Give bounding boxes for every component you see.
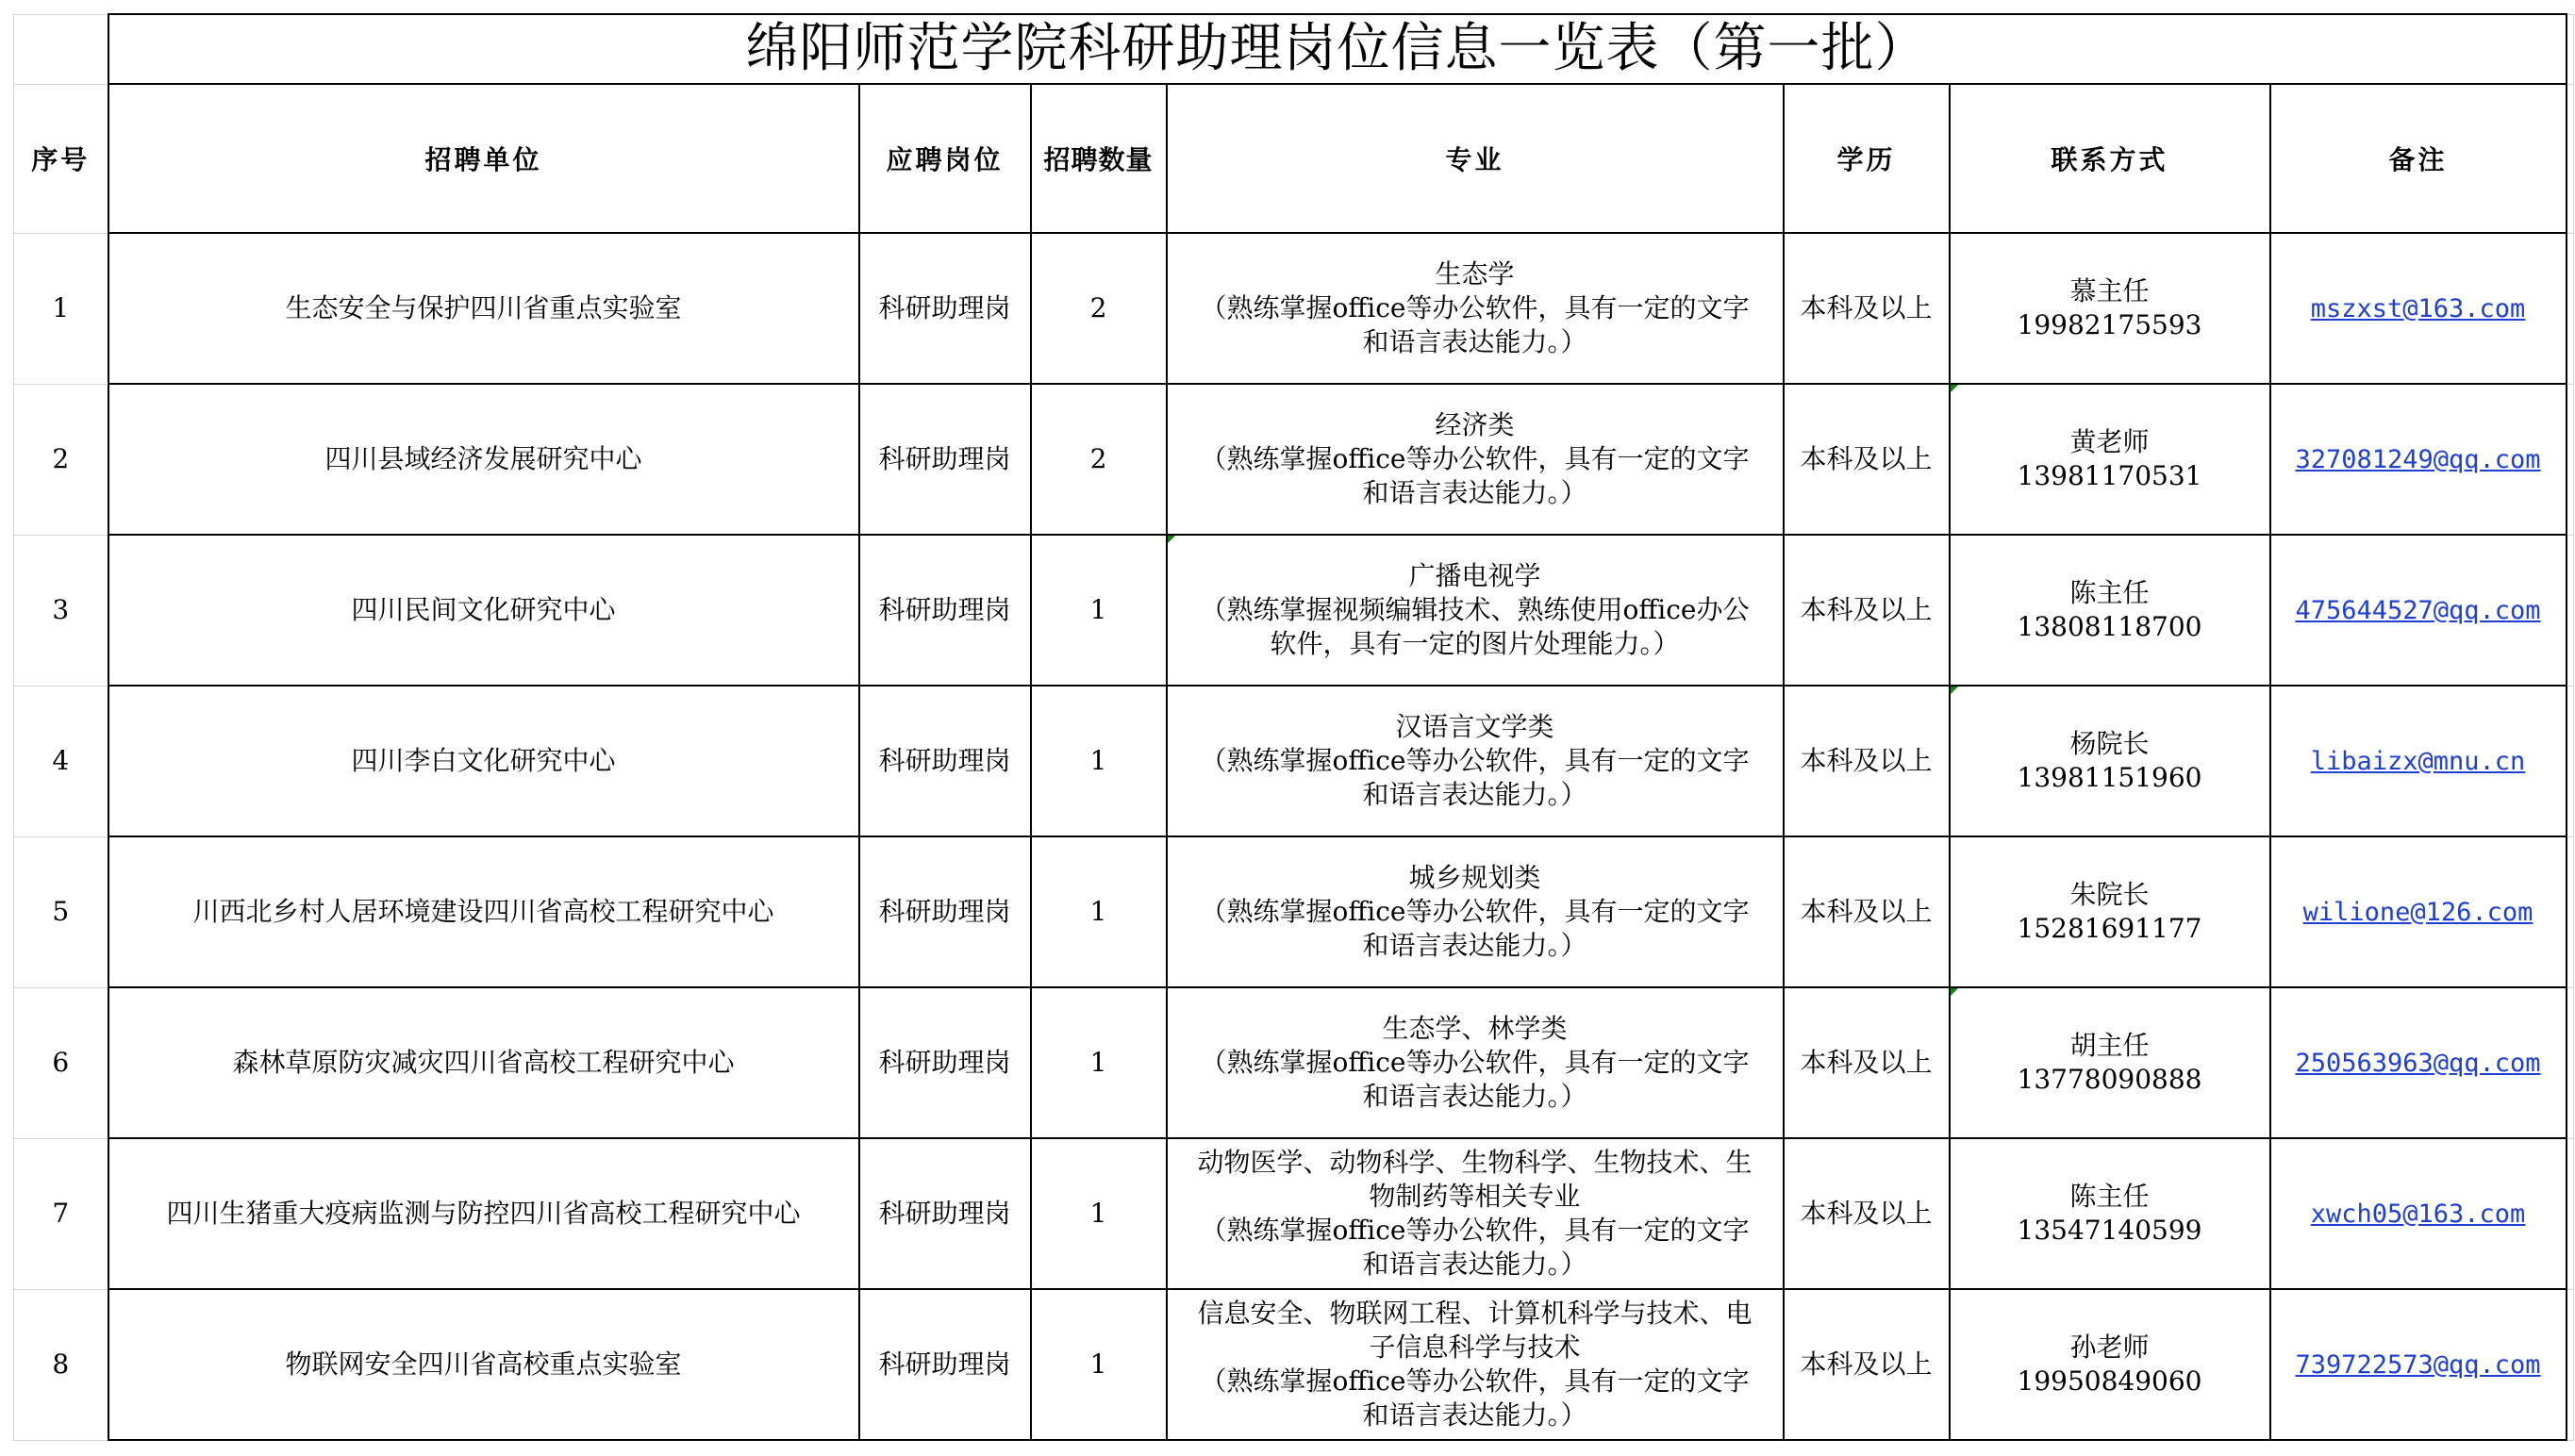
major-cell[interactable] (1167, 987, 1784, 1138)
header-index[interactable]: 序号 (14, 84, 108, 233)
note-cell[interactable] (2270, 384, 2567, 535)
education-cell[interactable]: 本科及以上 (1784, 233, 1950, 384)
major-cell[interactable] (1167, 535, 1784, 686)
contact-cell[interactable] (1950, 987, 2270, 1138)
major-line: （熟练掌握视频编辑技术、熟练使用office办公 (1200, 594, 1750, 625)
major-cell[interactable] (1167, 836, 1784, 987)
email-link[interactable]: wilione@126.com (2302, 897, 2533, 927)
header-note[interactable]: 备注 (2270, 84, 2567, 233)
empty-cell[interactable] (2567, 987, 2574, 1138)
empty-cell[interactable] (2567, 535, 2574, 686)
major-cell[interactable] (1167, 233, 1784, 384)
major-line: 信息安全、物联网工程、计算机科学与技术、电 (1197, 1298, 1753, 1329)
count-cell[interactable]: 1 (1031, 1138, 1167, 1289)
header-count[interactable]: 招聘数量 (1031, 84, 1167, 233)
recruitment-table (13, 13, 2574, 1441)
count-cell[interactable]: 1 (1031, 686, 1167, 836)
major-line: （熟练掌握office等办公软件，具有一定的文字 (1200, 1215, 1750, 1246)
major-line: （熟练掌握office等办公软件，具有一定的文字 (1200, 292, 1750, 323)
major-line: 广播电视学 (1408, 560, 1541, 591)
major-line: 和语言表达能力。） (1362, 1399, 1587, 1431)
empty-cell[interactable] (2567, 14, 2574, 84)
row-index[interactable]: 2 (14, 384, 108, 535)
header-row (14, 84, 2574, 233)
note-cell[interactable] (2270, 987, 2567, 1138)
note-cell[interactable] (2270, 836, 2567, 987)
contact-phone: 13981151960 (2017, 762, 2202, 793)
contact-name: 杨院长 (2069, 728, 2150, 759)
contact-cell[interactable] (1950, 1138, 2270, 1289)
email-link[interactable]: mszxst@163.com (2310, 293, 2526, 323)
unit-cell[interactable]: 生态安全与保护四川省重点实验室 (108, 233, 859, 384)
major-line: 城乡规划类 (1408, 862, 1541, 893)
position-cell[interactable]: 科研助理岗 (859, 1138, 1031, 1289)
note-cell[interactable] (2270, 686, 2567, 836)
row-index[interactable]: 4 (14, 686, 108, 836)
count-cell[interactable]: 2 (1031, 233, 1167, 384)
education-cell[interactable]: 本科及以上 (1784, 384, 1950, 535)
email-link[interactable]: 327081249@qq.com (2295, 444, 2541, 474)
table-row (14, 987, 2574, 1138)
major-line: 软件，具有一定的图片处理能力。） (1270, 628, 1680, 659)
major-line: 生态学、林学类 (1382, 1013, 1568, 1044)
empty-cell[interactable] (2567, 1289, 2574, 1440)
position-cell[interactable]: 科研助理岗 (859, 686, 1031, 836)
email-link[interactable]: 250563963@qq.com (2295, 1048, 2541, 1078)
contact-phone: 19982175593 (2017, 309, 2202, 340)
education-cell[interactable]: 本科及以上 (1784, 686, 1950, 836)
contact-cell[interactable] (1950, 1289, 2270, 1440)
contact-name: 朱院长 (2069, 879, 2150, 910)
table-row (14, 535, 2574, 686)
position-cell[interactable]: 科研助理岗 (859, 1289, 1031, 1440)
major-line: （熟练掌握office等办公软件，具有一定的文字 (1200, 1365, 1750, 1397)
email-link[interactable]: 475644527@qq.com (2295, 595, 2541, 625)
major-line: 和语言表达能力。） (1362, 477, 1587, 508)
contact-name: 孙老师 (2069, 1332, 2150, 1363)
unit-cell[interactable]: 四川民间文化研究中心 (108, 535, 859, 686)
contact-cell[interactable] (1950, 686, 2270, 836)
major-line: 和语言表达能力。） (1362, 1081, 1587, 1112)
row-index[interactable]: 6 (14, 987, 108, 1138)
education-cell[interactable]: 本科及以上 (1784, 987, 1950, 1138)
corner-cell[interactable] (14, 14, 108, 84)
contact-name: 慕主任 (2069, 275, 2150, 306)
unit-cell[interactable]: 森林草原防灾减灾四川省高校工程研究中心 (108, 987, 859, 1138)
unit-cell[interactable]: 物联网安全四川省高校重点实验室 (108, 1289, 859, 1440)
count-cell[interactable]: 1 (1031, 987, 1167, 1138)
row-index[interactable]: 5 (14, 836, 108, 987)
position-cell[interactable]: 科研助理岗 (859, 384, 1031, 535)
unit-cell[interactable]: 四川李白文化研究中心 (108, 686, 859, 836)
contact-phone: 13547140599 (2017, 1215, 2202, 1246)
table-row (14, 836, 2574, 987)
unit-cell[interactable]: 四川县域经济发展研究中心 (108, 384, 859, 535)
note-cell[interactable] (2270, 535, 2567, 686)
unit-cell[interactable]: 四川生猪重大疫病监测与防控四川省高校工程研究中心 (108, 1138, 859, 1289)
count-cell[interactable]: 1 (1031, 535, 1167, 686)
contact-phone: 13981170531 (2017, 460, 2202, 491)
empty-cell[interactable] (2567, 233, 2574, 384)
table-row (14, 233, 2574, 384)
empty-cell[interactable] (2567, 836, 2574, 987)
note-cell[interactable] (2270, 233, 2567, 384)
table-row (14, 686, 2574, 836)
row-index[interactable]: 3 (14, 535, 108, 686)
major-line: 和语言表达能力。） (1362, 326, 1587, 357)
page-title[interactable]: 绵阳师范学院科研助理岗位信息一览表（第一批） (108, 14, 2567, 84)
table-row (14, 1138, 2574, 1289)
position-cell[interactable]: 科研助理岗 (859, 535, 1031, 686)
education-cell[interactable]: 本科及以上 (1784, 836, 1950, 987)
header-unit[interactable]: 招聘单位 (108, 84, 859, 233)
contact-phone: 15281691177 (2017, 913, 2202, 944)
row-index[interactable]: 7 (14, 1138, 108, 1289)
row-index[interactable]: 1 (14, 233, 108, 384)
contact-cell[interactable] (1950, 836, 2270, 987)
empty-cell[interactable] (2567, 84, 2574, 233)
contact-phone: 13808118700 (2017, 611, 2202, 642)
position-cell[interactable]: 科研助理岗 (859, 233, 1031, 384)
note-cell[interactable] (2270, 1138, 2567, 1289)
empty-cell[interactable] (2567, 1138, 2574, 1289)
position-cell[interactable]: 科研助理岗 (859, 987, 1031, 1138)
major-line: 物制药等相关专业 (1369, 1181, 1581, 1212)
header-contact[interactable]: 联系方式 (1950, 84, 2270, 233)
major-cell[interactable] (1167, 384, 1784, 535)
major-line: 经济类 (1435, 409, 1515, 440)
major-line: 汉语言文学类 (1395, 711, 1554, 742)
education-cell[interactable]: 本科及以上 (1784, 1289, 1950, 1440)
header-major[interactable]: 专业 (1167, 84, 1784, 233)
title-row (14, 14, 2574, 84)
email-link[interactable]: 739722573@qq.com (2295, 1349, 2541, 1380)
education-cell[interactable]: 本科及以上 (1784, 1138, 1950, 1289)
row-index[interactable]: 8 (14, 1289, 108, 1440)
contact-phone: 19950849060 (2017, 1365, 2202, 1397)
email-link[interactable]: libaizx@mnu.cn (2310, 746, 2526, 776)
position-cell[interactable]: 科研助理岗 (859, 836, 1031, 987)
major-line: 和语言表达能力。） (1362, 1249, 1587, 1280)
major-line: （熟练掌握office等办公软件，具有一定的文字 (1200, 896, 1750, 927)
major-cell[interactable] (1167, 1138, 1784, 1289)
email-link[interactable]: xwch05@163.com (2310, 1199, 2526, 1229)
contact-name: 胡主任 (2069, 1030, 2150, 1061)
education-cell[interactable]: 本科及以上 (1784, 535, 1950, 686)
unit-cell[interactable]: 川西北乡村人居环境建设四川省高校工程研究中心 (108, 836, 859, 987)
contact-cell[interactable] (1950, 535, 2270, 686)
count-cell[interactable]: 1 (1031, 1289, 1167, 1440)
contact-cell[interactable] (1950, 384, 2270, 535)
major-line: （熟练掌握office等办公软件，具有一定的文字 (1200, 745, 1750, 776)
major-line: 和语言表达能力。） (1362, 779, 1587, 810)
major-line: （熟练掌握office等办公软件，具有一定的文字 (1200, 1047, 1750, 1078)
contact-name: 陈主任 (2069, 1181, 2150, 1212)
table-row (14, 1289, 2574, 1440)
major-cell[interactable] (1167, 1289, 1784, 1440)
table-row (14, 384, 2574, 535)
contact-name: 黄老师 (2069, 426, 2150, 457)
major-line: 生态学 (1435, 258, 1515, 290)
empty-cell[interactable] (2567, 384, 2574, 535)
major-line: 动物医学、动物科学、生物科学、生物技术、生 (1197, 1147, 1753, 1178)
header-position[interactable]: 应聘岗位 (859, 84, 1031, 233)
contact-phone: 13778090888 (2017, 1064, 2202, 1095)
count-cell[interactable]: 1 (1031, 836, 1167, 987)
empty-cell[interactable] (2567, 686, 2574, 836)
major-line: 和语言表达能力。） (1362, 930, 1587, 961)
header-education[interactable]: 学历 (1784, 84, 1950, 233)
count-cell[interactable]: 2 (1031, 384, 1167, 535)
major-cell[interactable] (1167, 686, 1784, 836)
contact-name: 陈主任 (2069, 577, 2150, 608)
contact-cell[interactable] (1950, 233, 2270, 384)
major-line: （熟练掌握office等办公软件，具有一定的文字 (1200, 443, 1750, 474)
note-cell[interactable] (2270, 1289, 2567, 1440)
major-line: 子信息科学与技术 (1369, 1332, 1581, 1363)
